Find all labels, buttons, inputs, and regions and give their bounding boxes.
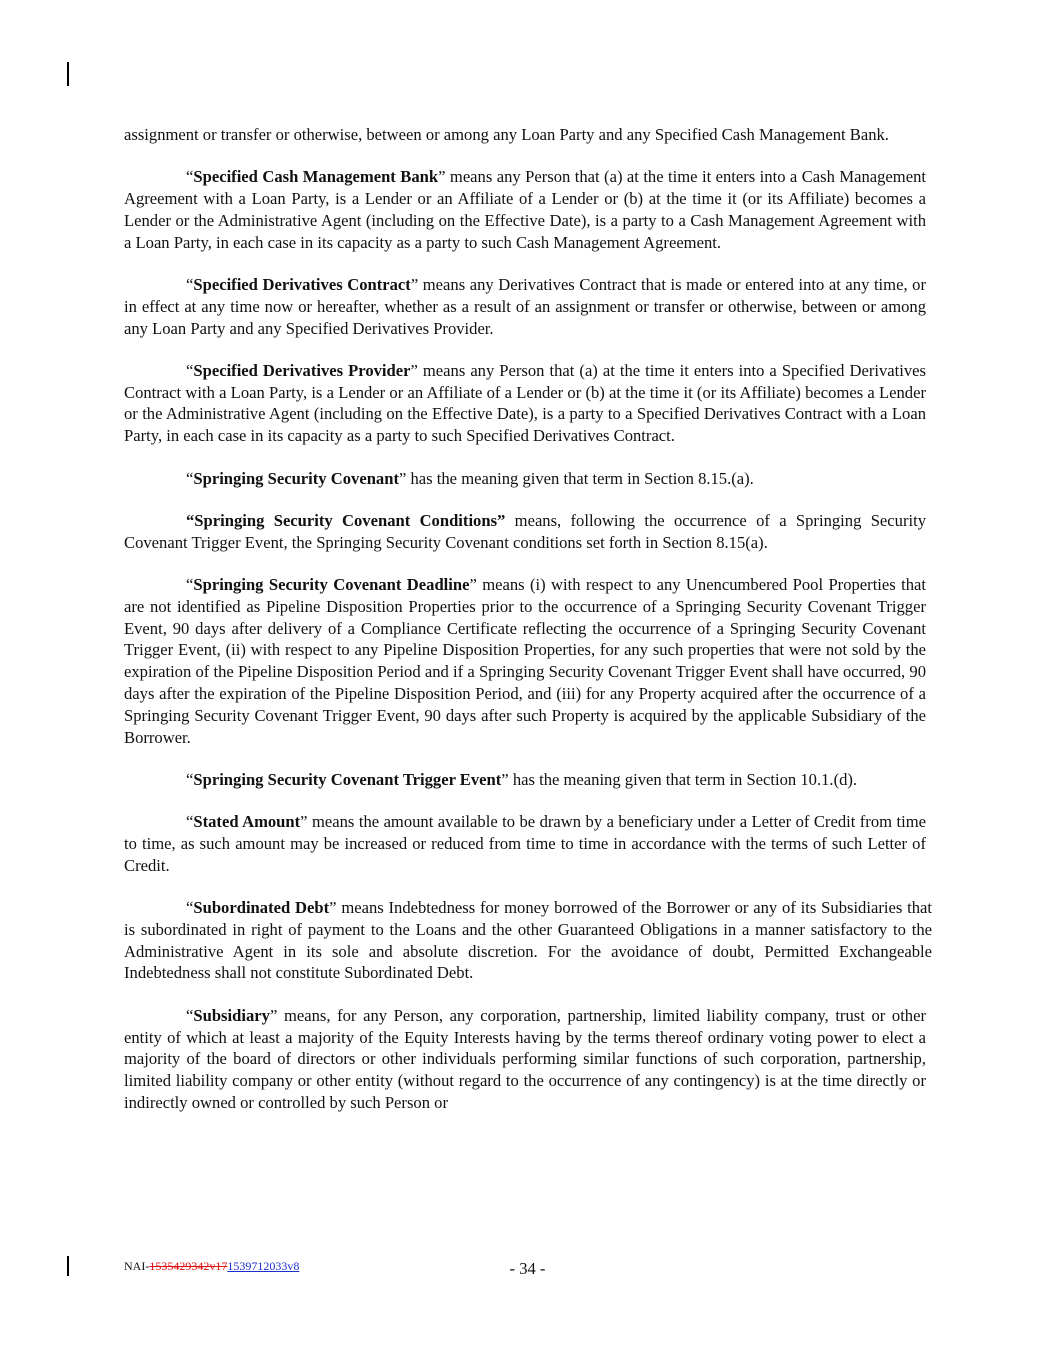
definition-text: means (i) with respect to any Unencumbered Pool Properties that are not identified as Pipeline Disposition Properties prior to the occurrence of a Springing Security Covenant Trigger Event, 90 days after delivery of a Compliance Certificate reflecting the occurrence of a Springing Security Covenant Trigger Event, (ii) with respect to any Pipeline Disposition Properties, for any such properties that were not sold by the expiration of the Pipeline Disposition Period and if a Springing Security Covenant Trigger Event shall have occurred, 90 days after the expiration of the Pipeline Disposition Period, and (iii) for any Property acquired after the occurrence of a Springing Security Covenant Trigger Event, 90 days after such Property is acquired by the applicable Subsidiary of the Borrower. — [124, 574, 926, 747]
definition-paragraph: “Specified Derivatives Provider” means any Person that (a) at the time it enters into a Specified Derivatives Contract with a Loan Party, is a Lender or an Affiliate of a Lender or (b) at the time it (or its Affiliate) becomes a Lender or the Administrative Agent (including on the Effective Date), is a party to a Specified Derivatives Contract with a Loan Party, in each case in its capacity as a party to such Specified Derivatives Contract. — [124, 360, 926, 446]
defined-term: Subsidiary — [193, 1005, 270, 1025]
revision-change-bar — [67, 62, 69, 86]
definition-text: means any Derivatives Contract that is made or entered into at any time, or in effect at any time now or hereafter, whether as a result of an assignment or transfer or otherwise, between or among any Loan Party and any Specified Derivatives Provider. — [124, 274, 926, 338]
defined-term: Springing Security Covenant Deadline — [193, 574, 470, 594]
paragraph-text: assignment or transfer or otherwise, between or among any Loan Party and any Specified Cash Management Bank. — [124, 125, 889, 144]
definition-text: means any Person that (a) at the time it enters into a Cash Management Agreement with a Loan Party, is a Lender or an Affiliate of a Lender or (b) at the time it (or its Affiliate) becomes a Lender or the Administrative Agent (including on the Effective Date), is a party to a Cash Management Agreement with a Loan Party, in each case in its capacity as a party to such Cash Management Agreement. — [124, 167, 926, 252]
defined-term: Specified Derivatives Provider — [193, 360, 411, 380]
definition-text: means the amount available to be drawn by a beneficiary under a Letter of Credit from time to time, as such amount may be increased or reduced from time to time in accordance with the terms of such Letter of Credit. — [124, 812, 926, 875]
definition-paragraph: “Stated Amount” means the amount available to be drawn by a beneficiary under a Letter of Credit from time to time, as such amount may be increased or reduced from time to time in accordance with the terms of such Letter of Credit. — [124, 812, 926, 875]
inserted-document-id: 1539712033v8 — [227, 1259, 300, 1273]
definition-text: has the meaning given that term in Section 8.15.(a). — [406, 468, 754, 488]
definition-paragraph: “Springing Security Covenant Trigger Event” has the meaning given that term in Section 10.1.(d). — [186, 769, 858, 789]
definition-paragraph: “Subordinated Debt” means Indebtedness for money borrowed of the Borrower or any of its Subsidiaries that is subordinated in right of payment to the Loans and the other Guaranteed Obligations in a manner satisfactory to the Administrative Agent in its sole and absolute discretion. For the avoidance of doubt, Permitted Exchangeable Indebtedness shall not constitute Subordinated Debt. — [124, 898, 932, 983]
definition-text: means, for any Person, any corporation, partnership, limited liability company, trust or other entity of which at least a majority of the Equity Interests having by the terms thereof ordinary voting power to elect a majority of the board of directors or other individuals performing similar functions of such corporation, partnership, limited liability company or other entity (without regard to the occurrence of any contingency) is at the time directly or indirectly owned or controlled by such Person or — [124, 1005, 926, 1112]
definition-text: has the meaning given that term in Section 10.1.(d). — [508, 769, 858, 789]
definition-paragraph: “Specified Cash Management Bank” means any Person that (a) at the time it enters into a Cash Management Agreement with a Loan Party, is a Lender or an Affiliate of a Lender or (b) at the time it (or its Affiliate) becomes a Lender or the Administrative Agent (including on the Effective Date), is a party to a Cash Management Agreement with a Loan Party, in each case in its capacity as a party to such Cash Management Agreement. — [124, 167, 926, 252]
document-id-prefix: NAI- — [124, 1259, 150, 1273]
definition-paragraph: “Specified Derivatives Contract” means any Derivatives Contract that is made or entered into at any time, or in effect at any time now or hereafter, whether as a result of an assignment or transfer or otherwise, between or among any Loan Party and any Specified Derivatives Provider. — [124, 274, 926, 338]
document-id — [124, 1259, 299, 1274]
definition-paragraph: “Subsidiary” means, for any Person, any corporation, partnership, limited liability company, trust or other entity of which at least a majority of the Equity Interests having by the terms thereof ordinary voting power to elect a majority of the board of directors or other individuals performing similar functions of such corporation, partnership, limited liability company or other entity (without regard to the occurrence of any contingency) is at the time directly or indirectly owned or controlled by such Person or — [124, 1005, 926, 1112]
defined-term: Stated Amount — [193, 812, 301, 832]
definition-paragraph: “Springing Security Covenant” has the meaning given that term in Section 8.15.(a). — [186, 468, 754, 488]
defined-term: Springing Security Covenant Conditions — [194, 510, 498, 530]
definition-text: means any Person that (a) at the time it enters into a Specified Derivatives Contract with a Loan Party, is a Lender or an Affiliate of a Lender or (b) at the time it (or its Affiliate) becomes a Lender or the Administrative Agent (including on the Effective Date), is a party to a Specified Derivatives Contract with a Loan Party, in each case in its capacity as a party to such Specified Derivatives Contract. — [124, 360, 926, 446]
definition-text: means Indebtedness for money borrowed of the Borrower or any of its Subsidiaries that is subordinated in right of payment to the Loans and the other Guaranteed Obligations in a manner satisfactory to the Administrative Agent in its sole and absolute discretion. For the avoidance of doubt, Permitted Exchangeable Indebtedness shall not constitute Subordinated Debt. — [124, 898, 932, 983]
definition-text: means, following the occurrence of a Springing Security Covenant Trigger Event, the Springing Security Covenant conditions set forth in Section 8.15(a). — [124, 510, 926, 552]
defined-term: Springing Security Covenant Trigger Event — [193, 769, 502, 789]
defined-term: Springing Security Covenant — [193, 468, 399, 488]
deleted-document-id: 1535429342v17 — [149, 1259, 228, 1273]
defined-term: Specified Cash Management Bank — [193, 167, 439, 187]
definition-paragraph — [124, 124, 926, 146]
definition-paragraph: “Springing Security Covenant Conditions” means, following the occurrence of a Springing Security Covenant Trigger Event, the Springing Security Covenant conditions set forth in Section 8.15(a). — [124, 510, 926, 552]
revision-change-bar — [67, 1256, 69, 1276]
page-number: - 34 - — [509, 1259, 546, 1278]
document-body — [124, 124, 932, 1114]
defined-term: Specified Derivatives Contract — [193, 274, 411, 294]
defined-term: Subordinated Debt — [193, 898, 330, 918]
definition-paragraph: “Springing Security Covenant Deadline” means (i) with respect to any Unencumbered Pool Properties that are not identified as Pipeline Disposition Properties prior to the occurrence of a Springing Security Covenant Trigger Event, 90 days after delivery of a Compliance Certificate reflecting the occurrence of a Springing Security Covenant Trigger Event, (ii) with respect to any Pipeline Disposition Properties, for any such properties that were not sold by the expiration of the Pipeline Disposition Period and if a Springing Security Covenant Trigger Event shall have occurred, 90 days after the expiration of the Pipeline Disposition Period, and (iii) for any Property acquired after the occurrence of a Springing Security Covenant Trigger Event, 90 days after such Property is acquired by the applicable Subsidiary of the Borrower. — [124, 574, 926, 747]
